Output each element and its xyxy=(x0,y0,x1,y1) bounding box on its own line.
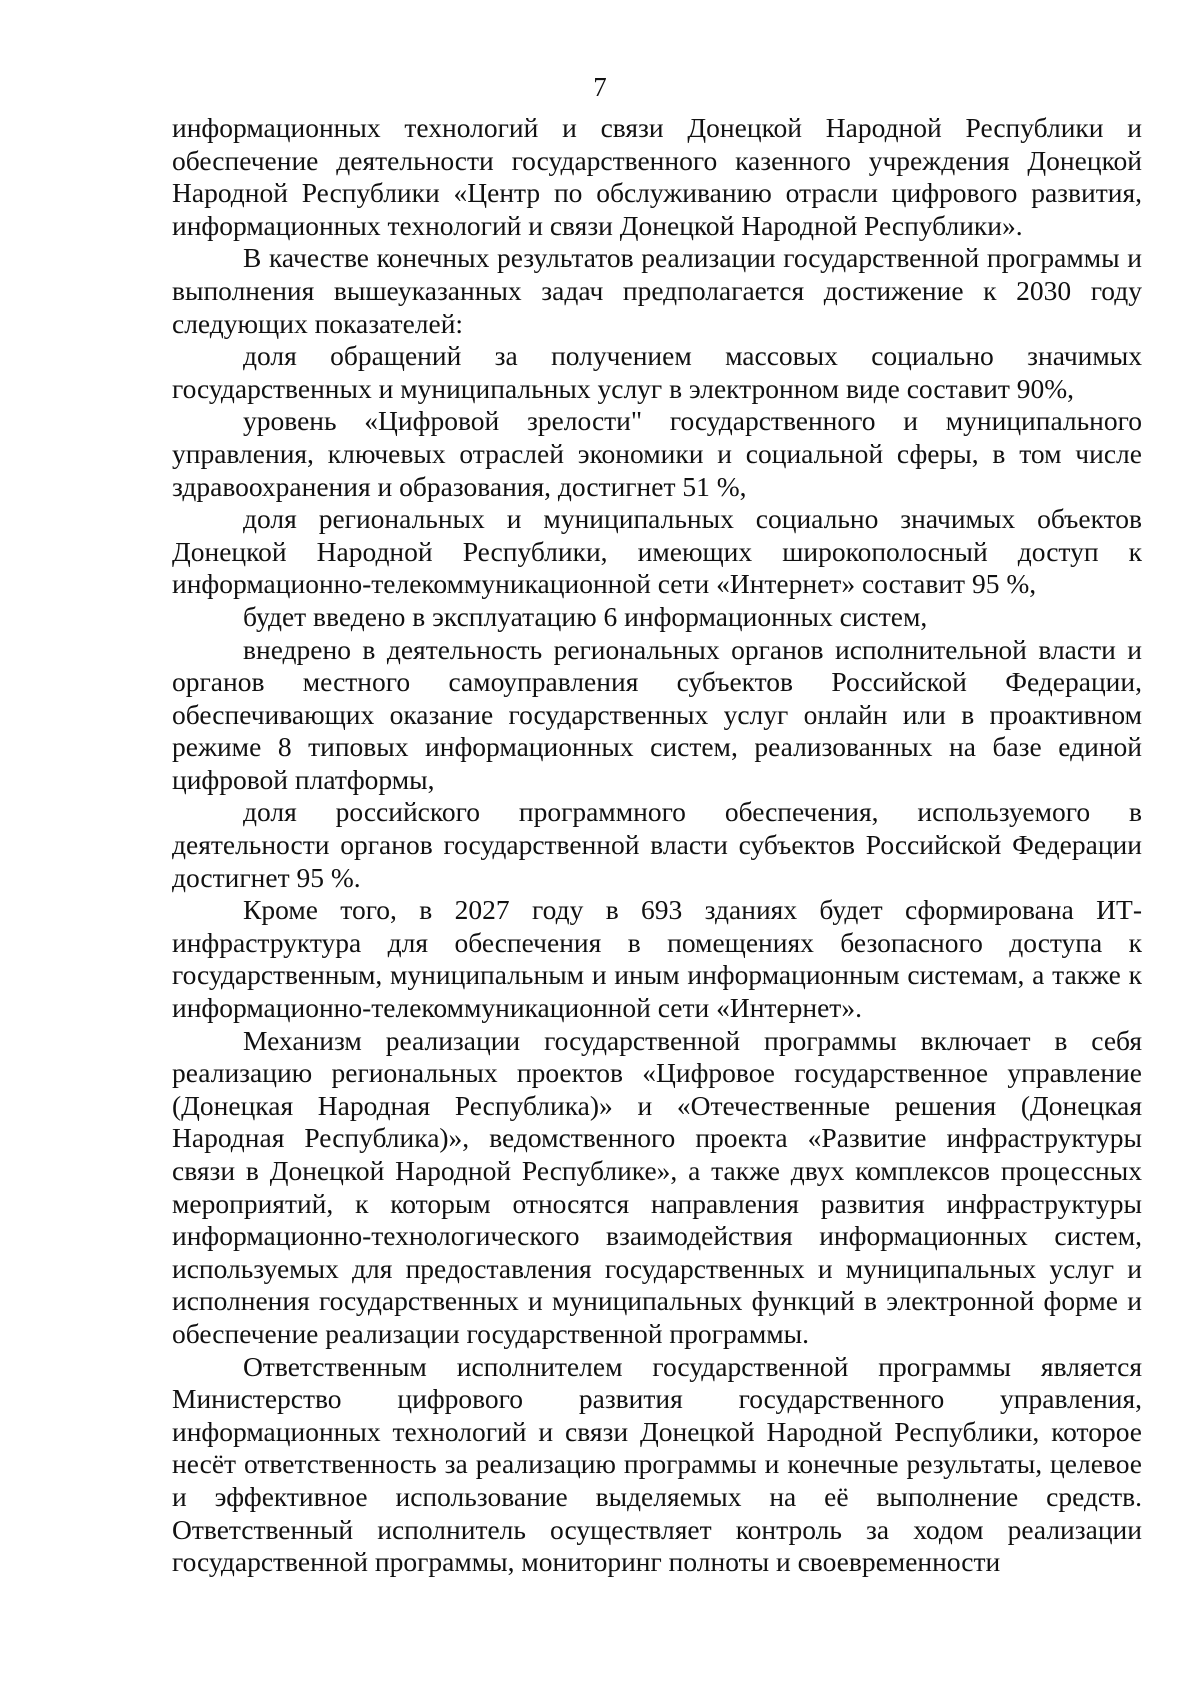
paragraph-indicator-broadband-access: доля региональных и муниципальных социально значимых объектов Донецкой Народной Республики, имеющих широкополосный доступ к информационно-телекоммуникационной сети «Интернет» составит 95 %, xyxy=(172,503,1142,600)
paragraph-implementation-mechanism: Механизм реализации государственной программы включает в себя реализацию региональных проектов «Цифровое государственное управление (Донецкая Народная Республика)» и «Отечественные решения (Донецкая Народная Республика)», ведомственного проекта «Развитие инфраструктуры связи в Донецкой Народной Республике», а также двух комплексов процессных мероприятий, к которым относятся направления развития инфраструктуры информационно-технологического взаимодействия информационных систем, используемых для предоставления государственных и муниципальных услуг и исполнения государственных и муниципальных функций в электронной форме и обеспечение реализации государственной программы. xyxy=(172,1024,1142,1349)
paragraph-indicator-typical-systems: внедрено в деятельность региональных органов исполнительной власти и органов местного самоуправления субъектов Российской Федерации, обеспечивающих оказание государственных услуг онлайн или в проактивном режиме 8 типовых информационных систем, реализованных на базе единой цифровой платформы, xyxy=(172,633,1142,795)
paragraph-it-infrastructure: Кроме того, в 2027 году в 693 зданиях будет сформирована ИТ-инфраструктура для обеспечения в помещениях безопасного доступа к государственным, муниципальным и иным информационным системам, а также к информационно-телекоммуникационной сети «Интернет». xyxy=(172,894,1142,1024)
paragraph-indicator-digital-maturity: уровень «Цифровой зрелости" государственного и муниципального управления, ключевых отраслей экономики и социальной сферы, в том числе здравоохранения и образования, достигнет 51 %, xyxy=(172,405,1142,502)
paragraph-indicator-services-share: доля обращений за получением массовых социально значимых государственных и муниципальных услуг в электронном виде составит 90%, xyxy=(172,340,1142,404)
paragraph-expected-results: В качестве конечных результатов реализации государственной программы и выполнения вышеуказанных задач предполагается достижение к 2030 году следующих показателей: xyxy=(172,242,1142,339)
paragraph-indicator-information-systems: будет введено в эксплуатацию 6 информационных систем, xyxy=(243,600,928,632)
paragraph-responsible-executor: Ответственным исполнителем государственной программы является Министерство цифрового развития государственного управления, информационных технологий и связи Донецкой Народной Республики, которое несёт ответственность за реализацию программы и конечные результаты, целевое и эффективное использование выделяемых на её выполнение средств. Ответственный исполнитель осуществляет контроль за ходом реализации государственной программы, мониторинг полноты и своевременности xyxy=(172,1350,1142,1578)
document-body xyxy=(172,112,1142,1579)
paragraph-indicator-russian-software: доля российского программного обеспечения, используемого в деятельности органов государственной власти субъектов Российской Федерации достигнет 95 %. xyxy=(172,796,1142,893)
paragraph-continuation: информационных технологий и связи Донецкой Народной Республики и обеспечение деятельности государственного казенного учреждения Донецкой Народной Республики «Центр по обслуживанию отрасли цифрового развития, информационных технологий и связи Донецкой Народной Республики». xyxy=(172,112,1142,241)
page-number: 7 xyxy=(593,72,607,102)
